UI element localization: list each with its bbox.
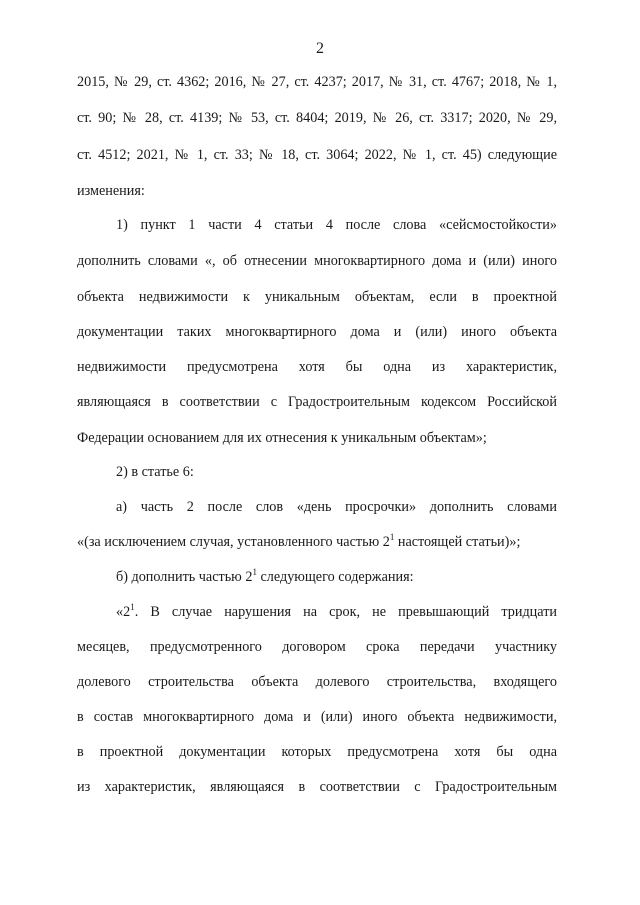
text-line-content: месяцев, предусмотренного договором срока передачи участнику <box>77 639 557 655</box>
text-line-content: долевого строительства объекта долевого строительства, входящего <box>77 674 557 690</box>
text-line <box>77 181 557 201</box>
text-line <box>77 251 557 271</box>
text-line-content: изменения: <box>77 183 145 199</box>
text-line <box>77 287 557 307</box>
text-line-content: дополнить словами «, об отнесении многоквартирного дома и (или) иного <box>77 253 557 269</box>
text-line-content: ст. 90; № 28, ст. 4139; № 53, ст. 8404; 2019, № 26, ст. 3317; 2020, № 29, <box>77 110 557 126</box>
text-line-content: 2015, № 29, ст. 4362; 2016, № 27, ст. 4237; 2017, № 31, ст. 4767; 2018, № 1, <box>77 74 557 90</box>
text-line-content: а) часть 2 после слов «день просрочки» дополнить словами <box>116 499 557 515</box>
text-line <box>77 742 557 762</box>
text-line <box>77 72 557 92</box>
text-line-content: «(за исключением случая, установленного частью 2 <box>77 534 390 550</box>
text-line-content: в состав многоквартирного дома и (или) иного объекта недвижимости, <box>77 709 557 725</box>
text-line <box>77 108 557 128</box>
text-line-content: в проектной документации которых предусмотрена хотя бы одна <box>77 744 557 760</box>
text-line <box>77 532 557 552</box>
text-line-continuation: следующего содержания: <box>256 569 414 585</box>
text-line-content: являющаяся в соответствии с Градостроительным кодексом Российской <box>77 394 557 410</box>
text-line <box>77 707 557 727</box>
text-line-content: 2) в статье 6: <box>116 464 194 480</box>
text-line <box>116 462 557 482</box>
superscript: 1 <box>389 532 395 542</box>
text-line <box>77 145 557 165</box>
page-number: 2 <box>316 40 324 57</box>
text-line <box>77 322 557 342</box>
text-line-content: ст. 4512; 2021, № 1, ст. 33; № 18, ст. 3064; 2022, № 1, ст. 45) следующие <box>77 147 557 163</box>
text-line-content: из характеристик, являющаяся в соответствии с Градостроительным <box>77 779 557 795</box>
text-line <box>77 428 557 448</box>
text-line <box>77 777 557 797</box>
text-line-content: Федерации основанием для их отнесения к уникальным объектам»; <box>77 430 487 446</box>
text-line <box>116 497 557 517</box>
text-line <box>77 357 557 377</box>
text-line-content: объекта недвижимости к уникальным объектам, если в проектной <box>77 289 557 305</box>
text-line <box>116 567 557 587</box>
text-line <box>77 637 557 657</box>
text-line-content: недвижимости предусмотрена хотя бы одна из характеристик, <box>77 359 557 375</box>
text-line-content: «2 <box>116 604 131 620</box>
text-line <box>77 672 557 692</box>
text-line-continuation: настоящей статьи)»; <box>394 534 521 550</box>
superscript: 1 <box>252 567 257 577</box>
text-line-content: 1) пункт 1 части 4 статьи 4 после слова «сейсмостойкости» <box>116 217 557 233</box>
text-line-content: документации таких многоквартирного дома и (или) иного объекта <box>77 324 557 340</box>
text-line-continuation: . В случае нарушения на срок, не превышающий тридцати <box>134 604 557 620</box>
text-line <box>116 602 557 622</box>
text-line-content: б) дополнить частью 2 <box>116 569 253 585</box>
superscript: 1 <box>130 602 135 612</box>
text-line <box>77 392 557 412</box>
text-line <box>116 215 557 235</box>
